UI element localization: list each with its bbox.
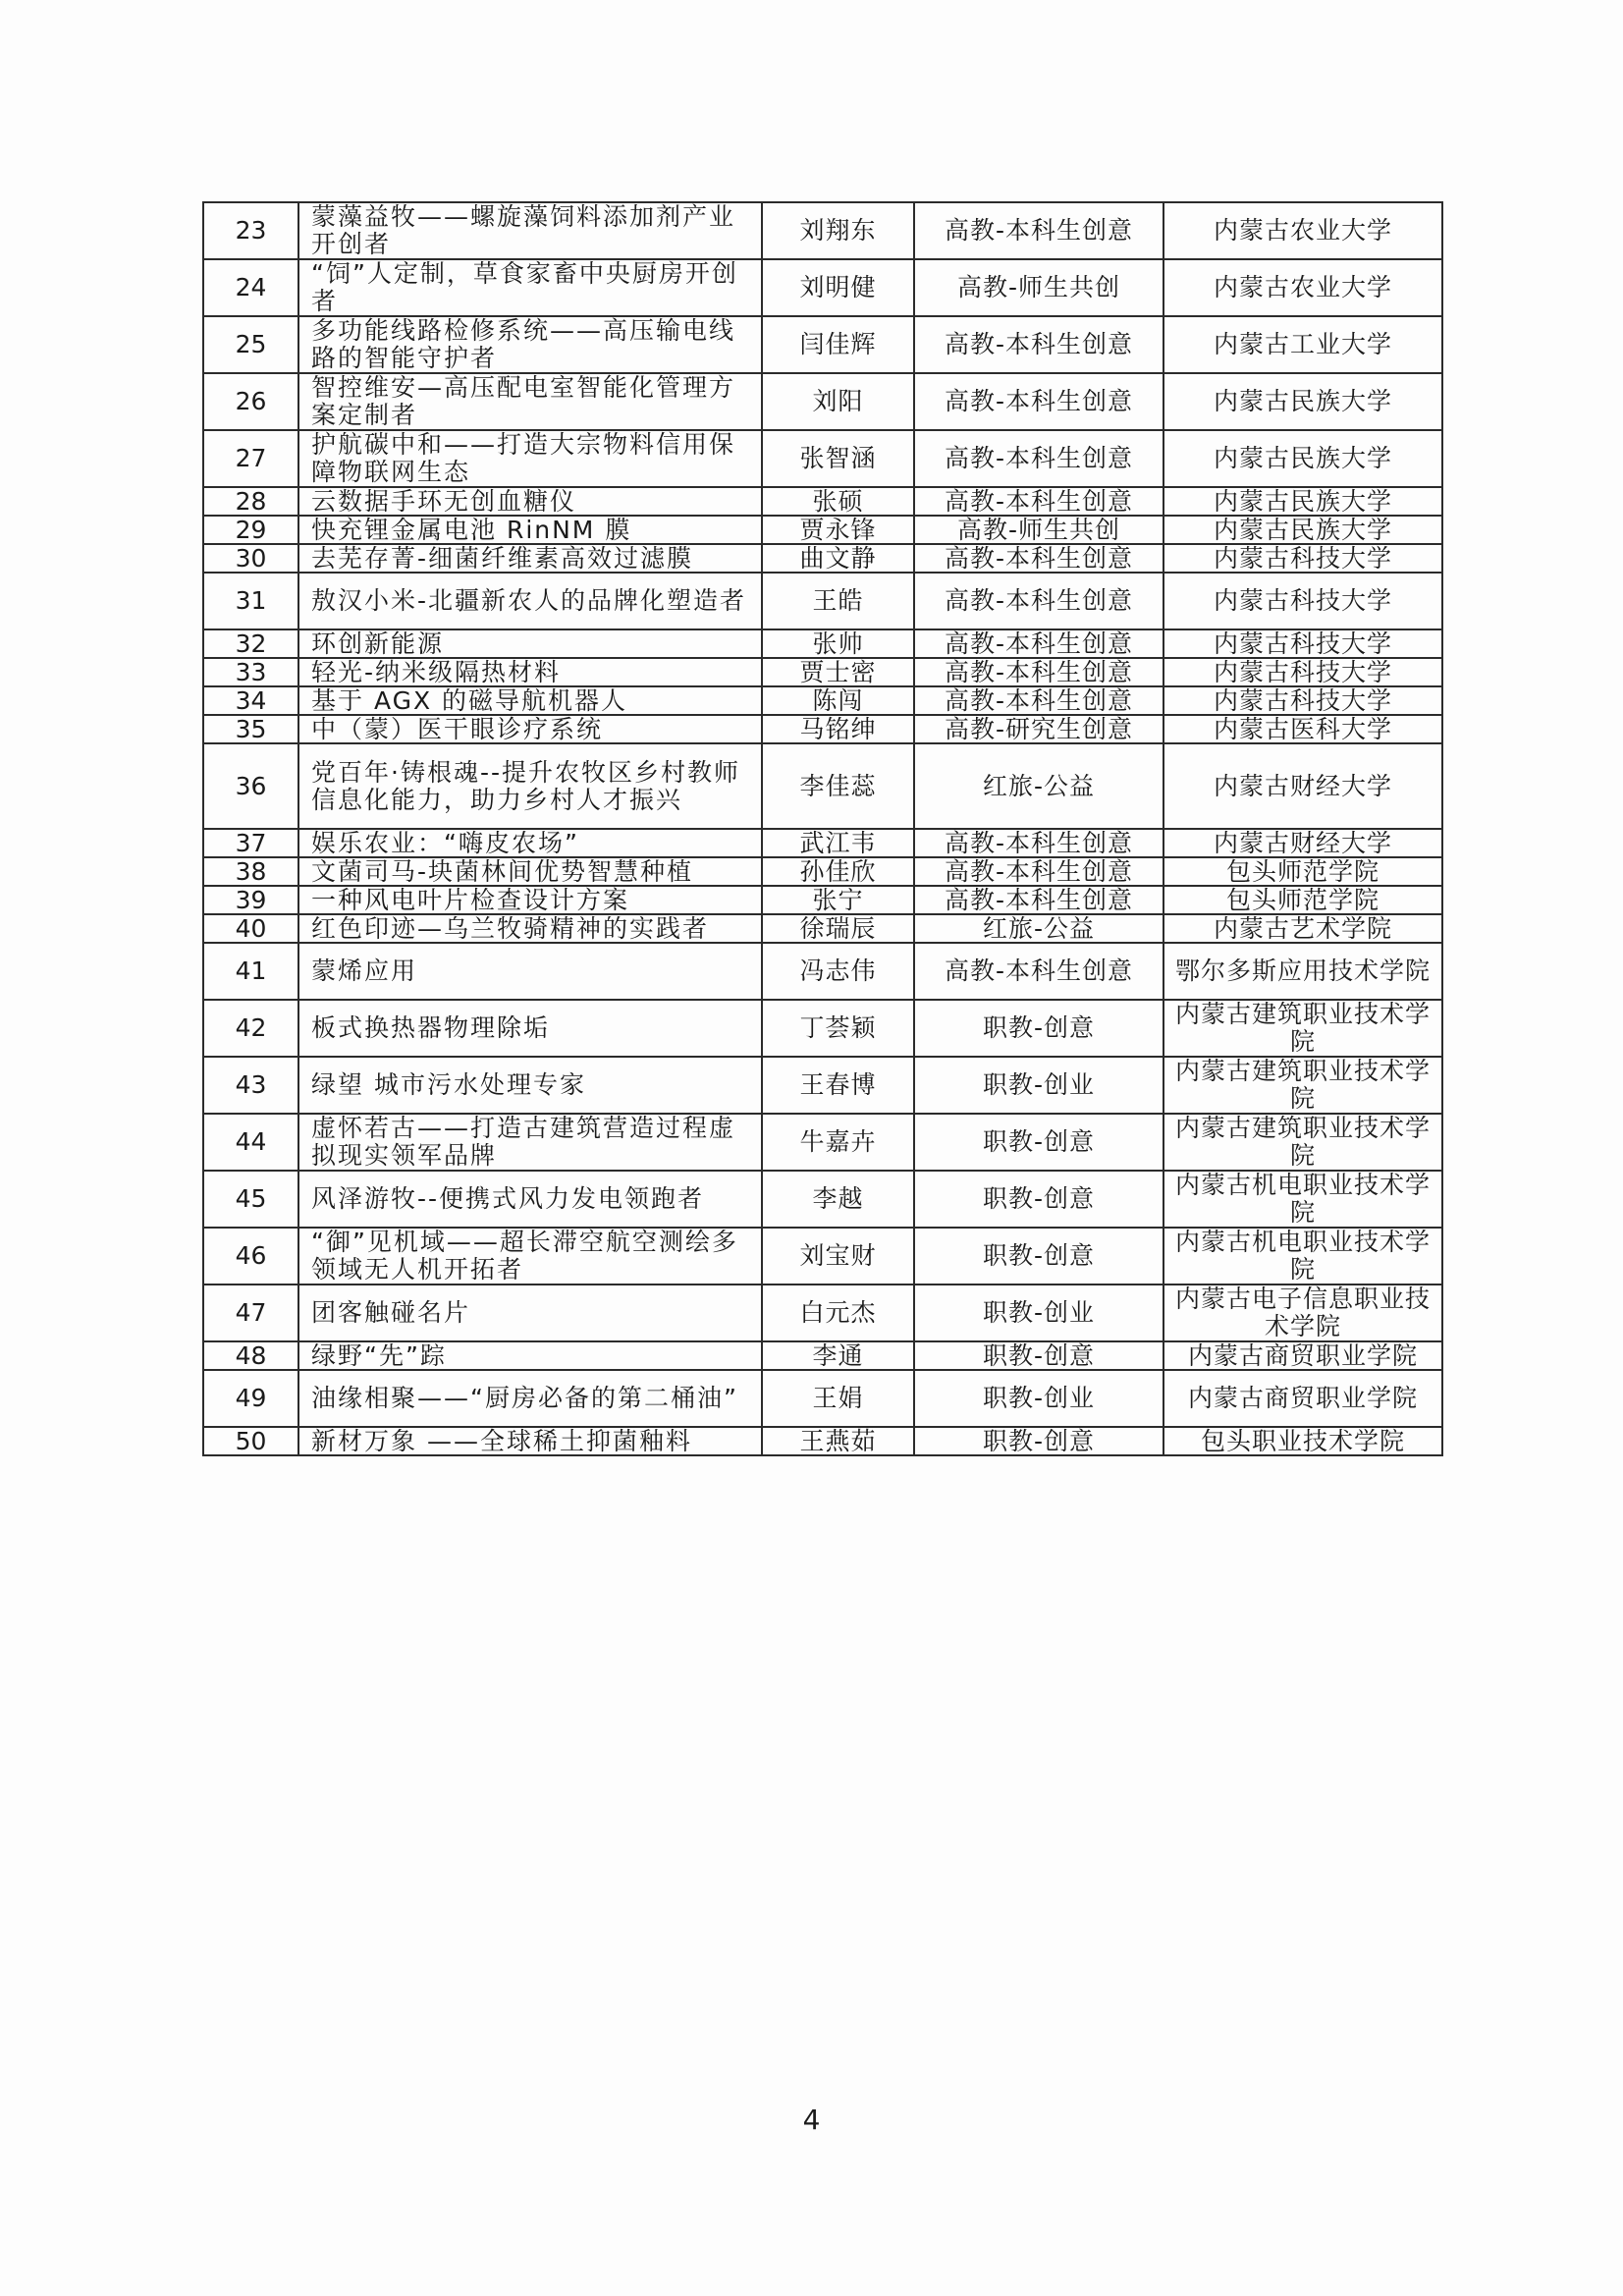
row-number: 50	[203, 1427, 298, 1455]
team-leader: 刘翔东	[762, 202, 914, 259]
competition-category: 高教-师生共创	[914, 259, 1163, 316]
row-number: 35	[203, 715, 298, 743]
project-name: 中（蒙）医干眼诊疗系统	[298, 715, 762, 743]
institution-name: 内蒙古建筑职业技术学院	[1163, 1114, 1442, 1171]
team-leader: 刘宝财	[762, 1228, 914, 1285]
competition-category: 高教-本科生创意	[914, 573, 1163, 629]
table-row	[203, 1370, 1442, 1427]
competition-category: 高教-本科生创意	[914, 886, 1163, 914]
team-leader: 白元杰	[762, 1285, 914, 1341]
table-row	[203, 743, 1442, 829]
table-row	[203, 516, 1442, 544]
team-leader: 牛嘉卉	[762, 1114, 914, 1171]
institution-name: 包头职业技术学院	[1163, 1427, 1442, 1455]
team-leader: 王燕茹	[762, 1427, 914, 1455]
row-number: 43	[203, 1057, 298, 1114]
competition-category: 职教-创意	[914, 1341, 1163, 1370]
team-leader: 孙佳欣	[762, 857, 914, 886]
project-name: 风泽游牧--便携式风力发电领跑者	[298, 1171, 762, 1228]
team-leader: 曲文静	[762, 544, 914, 573]
row-number: 44	[203, 1114, 298, 1171]
table-row	[203, 430, 1442, 487]
institution-name: 内蒙古艺术学院	[1163, 914, 1442, 943]
team-leader: 张智涵	[762, 430, 914, 487]
row-number: 34	[203, 686, 298, 715]
team-leader: 李越	[762, 1171, 914, 1228]
competition-category: 高教-本科生创意	[914, 686, 1163, 715]
table-row	[203, 829, 1442, 857]
row-number: 32	[203, 629, 298, 658]
team-leader: 马铭绅	[762, 715, 914, 743]
team-leader: 徐瑞辰	[762, 914, 914, 943]
row-number: 48	[203, 1341, 298, 1370]
row-number: 24	[203, 259, 298, 316]
table-row	[203, 1000, 1442, 1057]
row-number: 30	[203, 544, 298, 573]
table-row	[203, 1285, 1442, 1341]
institution-name: 内蒙古科技大学	[1163, 544, 1442, 573]
team-leader: 王春博	[762, 1057, 914, 1114]
row-number: 45	[203, 1171, 298, 1228]
institution-name: 内蒙古财经大学	[1163, 743, 1442, 829]
team-leader: 张宁	[762, 886, 914, 914]
team-leader: 王皓	[762, 573, 914, 629]
institution-name: 内蒙古科技大学	[1163, 573, 1442, 629]
page-number: 4	[802, 2104, 821, 2136]
team-leader: 刘阳	[762, 373, 914, 430]
project-name: 基于 AGX 的磁导航机器人	[298, 686, 762, 715]
institution-name: 内蒙古建筑职业技术学院	[1163, 1000, 1442, 1057]
competition-category: 职教-创意	[914, 1228, 1163, 1285]
team-leader: 王娟	[762, 1370, 914, 1427]
institution-name: 内蒙古医科大学	[1163, 715, 1442, 743]
table-row	[203, 316, 1442, 373]
project-name: 智控维安—高压配电室智能化管理方案定制者	[298, 373, 762, 430]
institution-name: 内蒙古农业大学	[1163, 202, 1442, 259]
project-name: 团客触碰名片	[298, 1285, 762, 1341]
project-name: “饲”人定制，草食家畜中央厨房开创者	[298, 259, 762, 316]
table-row	[203, 1171, 1442, 1228]
institution-name: 鄂尔多斯应用技术学院	[1163, 943, 1442, 1000]
competition-category: 高教-本科生创意	[914, 829, 1163, 857]
table-row	[203, 1114, 1442, 1171]
project-name: 虚怀若古——打造古建筑营造过程虚拟现实领军品牌	[298, 1114, 762, 1171]
project-name: 敖汉小米-北疆新农人的品牌化塑造者	[298, 573, 762, 629]
team-leader: 刘明健	[762, 259, 914, 316]
project-name: 去芜存菁-细菌纤维素高效过滤膜	[298, 544, 762, 573]
table-row	[203, 1057, 1442, 1114]
team-leader: 陈闯	[762, 686, 914, 715]
table-row	[203, 686, 1442, 715]
institution-name: 内蒙古机电职业技术学院	[1163, 1171, 1442, 1228]
competition-category: 红旅-公益	[914, 914, 1163, 943]
team-leader: 张硕	[762, 487, 914, 516]
project-name: 云数据手环无创血糖仪	[298, 487, 762, 516]
team-leader: 贾永锋	[762, 516, 914, 544]
project-name: 多功能线路检修系统——高压输电线路的智能守护者	[298, 316, 762, 373]
institution-name: 内蒙古科技大学	[1163, 629, 1442, 658]
competition-category: 职教-创意	[914, 1114, 1163, 1171]
table-row	[203, 573, 1442, 629]
institution-name: 内蒙古民族大学	[1163, 430, 1442, 487]
project-name: 一种风电叶片检查设计方案	[298, 886, 762, 914]
institution-name: 内蒙古民族大学	[1163, 487, 1442, 516]
project-name: 油缘相聚——“厨房必备的第二桶油”	[298, 1370, 762, 1427]
project-name: 娱乐农业：“嗨皮农场”	[298, 829, 762, 857]
row-number: 42	[203, 1000, 298, 1057]
project-name: 蒙烯应用	[298, 943, 762, 1000]
competition-category: 高教-研究生创意	[914, 715, 1163, 743]
team-leader: 丁荟颖	[762, 1000, 914, 1057]
institution-name: 内蒙古科技大学	[1163, 686, 1442, 715]
project-name: 蒙藻益牧——螺旋藻饲料添加剂产业开创者	[298, 202, 762, 259]
competition-category: 职教-创意	[914, 1171, 1163, 1228]
team-leader: 武江韦	[762, 829, 914, 857]
table-row	[203, 544, 1442, 573]
project-name: 文菌司马-块菌林间优势智慧种植	[298, 857, 762, 886]
competition-category: 高教-本科生创意	[914, 202, 1163, 259]
row-number: 47	[203, 1285, 298, 1341]
project-roster-table	[202, 201, 1443, 1456]
row-number: 29	[203, 516, 298, 544]
project-name: 党百年·铸根魂--提升农牧区乡村教师信息化能力，助力乡村人才振兴	[298, 743, 762, 829]
row-number: 23	[203, 202, 298, 259]
institution-name: 内蒙古农业大学	[1163, 259, 1442, 316]
project-name: 红色印迹—乌兰牧骑精神的实践者	[298, 914, 762, 943]
competition-category: 职教-创业	[914, 1285, 1163, 1341]
table-row	[203, 487, 1442, 516]
table-row	[203, 857, 1442, 886]
competition-category: 职教-创意	[914, 1427, 1163, 1455]
table-row	[203, 943, 1442, 1000]
table-row	[203, 715, 1442, 743]
table-row	[203, 658, 1442, 686]
institution-name: 内蒙古工业大学	[1163, 316, 1442, 373]
table-row	[203, 629, 1442, 658]
row-number: 36	[203, 743, 298, 829]
institution-name: 内蒙古商贸职业学院	[1163, 1341, 1442, 1370]
project-name: 快充锂金属电池 RinNM 膜	[298, 516, 762, 544]
competition-category: 职教-创意	[914, 1000, 1163, 1057]
competition-category: 高教-本科生创意	[914, 487, 1163, 516]
table-row	[203, 202, 1442, 259]
competition-category: 高教-本科生创意	[914, 658, 1163, 686]
row-number: 28	[203, 487, 298, 516]
team-leader: 冯志伟	[762, 943, 914, 1000]
project-name: “御”见机域——超长滞空航空测绘多领域无人机开拓者	[298, 1228, 762, 1285]
institution-name: 内蒙古建筑职业技术学院	[1163, 1057, 1442, 1114]
project-name: 新材万象 ——全球稀土抑菌釉料	[298, 1427, 762, 1455]
institution-name: 内蒙古商贸职业学院	[1163, 1370, 1442, 1427]
table-row	[203, 914, 1442, 943]
row-number: 27	[203, 430, 298, 487]
project-name: 绿望 城市污水处理专家	[298, 1057, 762, 1114]
competition-category: 高教-本科生创意	[914, 857, 1163, 886]
roster-body	[203, 202, 1442, 1455]
row-number: 31	[203, 573, 298, 629]
project-name: 轻光-纳米级隔热材料	[298, 658, 762, 686]
table-row	[203, 1341, 1442, 1370]
competition-category: 高教-本科生创意	[914, 373, 1163, 430]
competition-category: 高教-本科生创意	[914, 629, 1163, 658]
project-name: 绿野“先”踪	[298, 1341, 762, 1370]
table-row	[203, 373, 1442, 430]
competition-category: 职教-创业	[914, 1370, 1163, 1427]
team-leader: 李通	[762, 1341, 914, 1370]
row-number: 40	[203, 914, 298, 943]
team-leader: 张帅	[762, 629, 914, 658]
row-number: 26	[203, 373, 298, 430]
row-number: 49	[203, 1370, 298, 1427]
row-number: 33	[203, 658, 298, 686]
project-name: 环创新能源	[298, 629, 762, 658]
competition-category: 高教-本科生创意	[914, 430, 1163, 487]
competition-category: 高教-本科生创意	[914, 316, 1163, 373]
table-row	[203, 1228, 1442, 1285]
institution-name: 内蒙古财经大学	[1163, 829, 1442, 857]
row-number: 25	[203, 316, 298, 373]
row-number: 39	[203, 886, 298, 914]
competition-category: 高教-本科生创意	[914, 544, 1163, 573]
institution-name: 内蒙古科技大学	[1163, 658, 1442, 686]
row-number: 37	[203, 829, 298, 857]
competition-category: 红旅-公益	[914, 743, 1163, 829]
team-leader: 贾士密	[762, 658, 914, 686]
table-row	[203, 886, 1442, 914]
competition-category: 职教-创业	[914, 1057, 1163, 1114]
row-number: 41	[203, 943, 298, 1000]
row-number: 38	[203, 857, 298, 886]
institution-name: 内蒙古机电职业技术学院	[1163, 1228, 1442, 1285]
project-name: 护航碳中和——打造大宗物料信用保障物联网生态	[298, 430, 762, 487]
table-row	[203, 259, 1442, 316]
project-name: 板式换热器物理除垢	[298, 1000, 762, 1057]
competition-category: 高教-本科生创意	[914, 943, 1163, 1000]
row-number: 46	[203, 1228, 298, 1285]
team-leader: 李佳蕊	[762, 743, 914, 829]
competition-category: 高教-师生共创	[914, 516, 1163, 544]
institution-name: 内蒙古民族大学	[1163, 373, 1442, 430]
table-row	[203, 1427, 1442, 1455]
institution-name: 包头师范学院	[1163, 886, 1442, 914]
team-leader: 闫佳辉	[762, 316, 914, 373]
institution-name: 内蒙古电子信息职业技术学院	[1163, 1285, 1442, 1341]
institution-name: 内蒙古民族大学	[1163, 516, 1442, 544]
institution-name: 包头师范学院	[1163, 857, 1442, 886]
